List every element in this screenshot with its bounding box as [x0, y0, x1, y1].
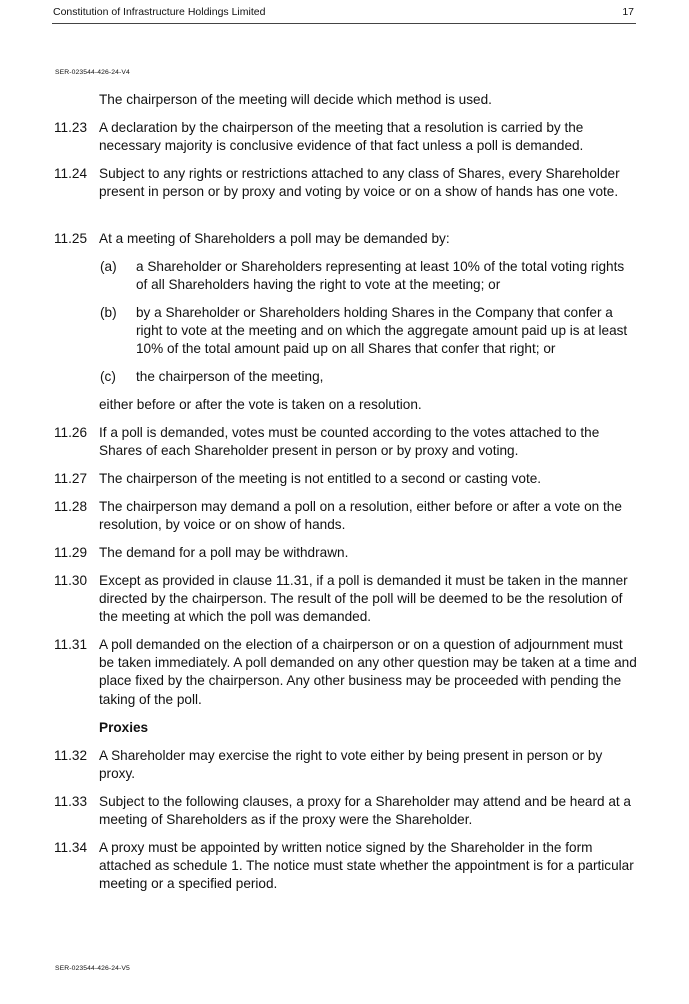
section-heading: Proxies	[99, 720, 149, 735]
paragraph-text: either before or after the vote is taken on a resolution.	[99, 397, 422, 412]
clause-number: 11.29	[54, 545, 88, 560]
clause-text: If a poll is demanded, votes must be counted according to the votes attached to the Shares of each Shareholder present in person or by proxy and voting.	[99, 425, 600, 459]
subclause-text: a Shareholder or Shareholders representing at least 10% of the total voting rights of all Shareholders having the right to vote at the meeting; or	[136, 259, 625, 293]
subclause-text: by a Shareholder or Shareholders holding Shares in the Company that confer a right to vote at the meeting and on which the aggregate amount paid up is at least 10% of the total amount paid up on all Shares that confer that right; or	[136, 305, 628, 357]
clause-text: The chairperson may demand a poll on a resolution, either before or after a vote on the resolution, by voice or on show of hands.	[99, 499, 622, 533]
subclause-letter: (b)	[100, 305, 117, 320]
doc-reference-top: SER-023544-426-24-V4	[55, 69, 130, 76]
clause-text: At a meeting of Shareholders a poll may be demanded by:	[99, 231, 450, 246]
paragraph-text: The chairperson of the meeting will decide which method is used.	[99, 92, 492, 107]
clause-number: 11.23	[54, 120, 88, 135]
page-number: 17	[622, 6, 634, 18]
page-header	[52, 6, 636, 24]
clause-text: A Shareholder may exercise the right to vote either by being present in person or by proxy.	[99, 748, 603, 782]
clause-number: 11.30	[54, 573, 88, 588]
document-title: Constitution of Infrastructure Holdings Limited	[53, 6, 266, 18]
clause-number: 11.33	[54, 794, 88, 809]
clause-text: The demand for a poll may be withdrawn.	[99, 545, 349, 560]
clause-text: Subject to the following clauses, a proxy for a Shareholder may attend and be heard at a meeting of Shareholders as if the proxy were the Shareholder.	[99, 794, 631, 828]
clause-text: The chairperson of the meeting is not entitled to a second or casting vote.	[99, 471, 542, 486]
clause-text: Subject to any rights or restrictions attached to any class of Shares, every Shareholder present in person or by proxy and voting by voice or on a show of hands has one vote.	[99, 166, 620, 200]
clause-number: 11.32	[54, 748, 88, 763]
clause-number: 11.28	[54, 499, 88, 514]
clause-text: Except as provided in clause 11.31, if a poll is demanded it must be taken in the manner directed by the chairperson. The result of the poll will be deemed to be the resolution of the meeting at which the poll was demanded.	[99, 573, 628, 625]
clause-number: 11.27	[54, 471, 88, 486]
clause-number: 11.31	[54, 637, 88, 652]
clause-number: 11.24	[54, 166, 88, 181]
clause-text: A proxy must be appointed by written notice signed by the Shareholder in the form attached as schedule 1. The notice must state whether the appointment is for a particular meeting or a specified period.	[99, 840, 634, 892]
clause-number: 11.26	[54, 425, 88, 440]
subclause-letter: (c)	[100, 369, 116, 384]
clause-number: 11.34	[54, 840, 88, 855]
clause-text: A declaration by the chairperson of the meeting that a resolution is carried by the necessary majority is conclusive evidence of that fact unless a poll is demanded.	[99, 120, 584, 154]
subclause-text: the chairperson of the meeting,	[136, 369, 324, 384]
clause-number: 11.25	[54, 231, 88, 246]
doc-reference-bottom: SER-023544-426-24-V5	[55, 965, 130, 972]
clause-text: A poll demanded on the election of a chairperson or on a question of adjournment must be taken immediately. A poll demanded on any other question may be taken at a time and place fixed by the chairperson. Any other business may be proceeded with pending the taking of the poll.	[99, 637, 637, 707]
subclause-letter: (a)	[100, 259, 117, 274]
